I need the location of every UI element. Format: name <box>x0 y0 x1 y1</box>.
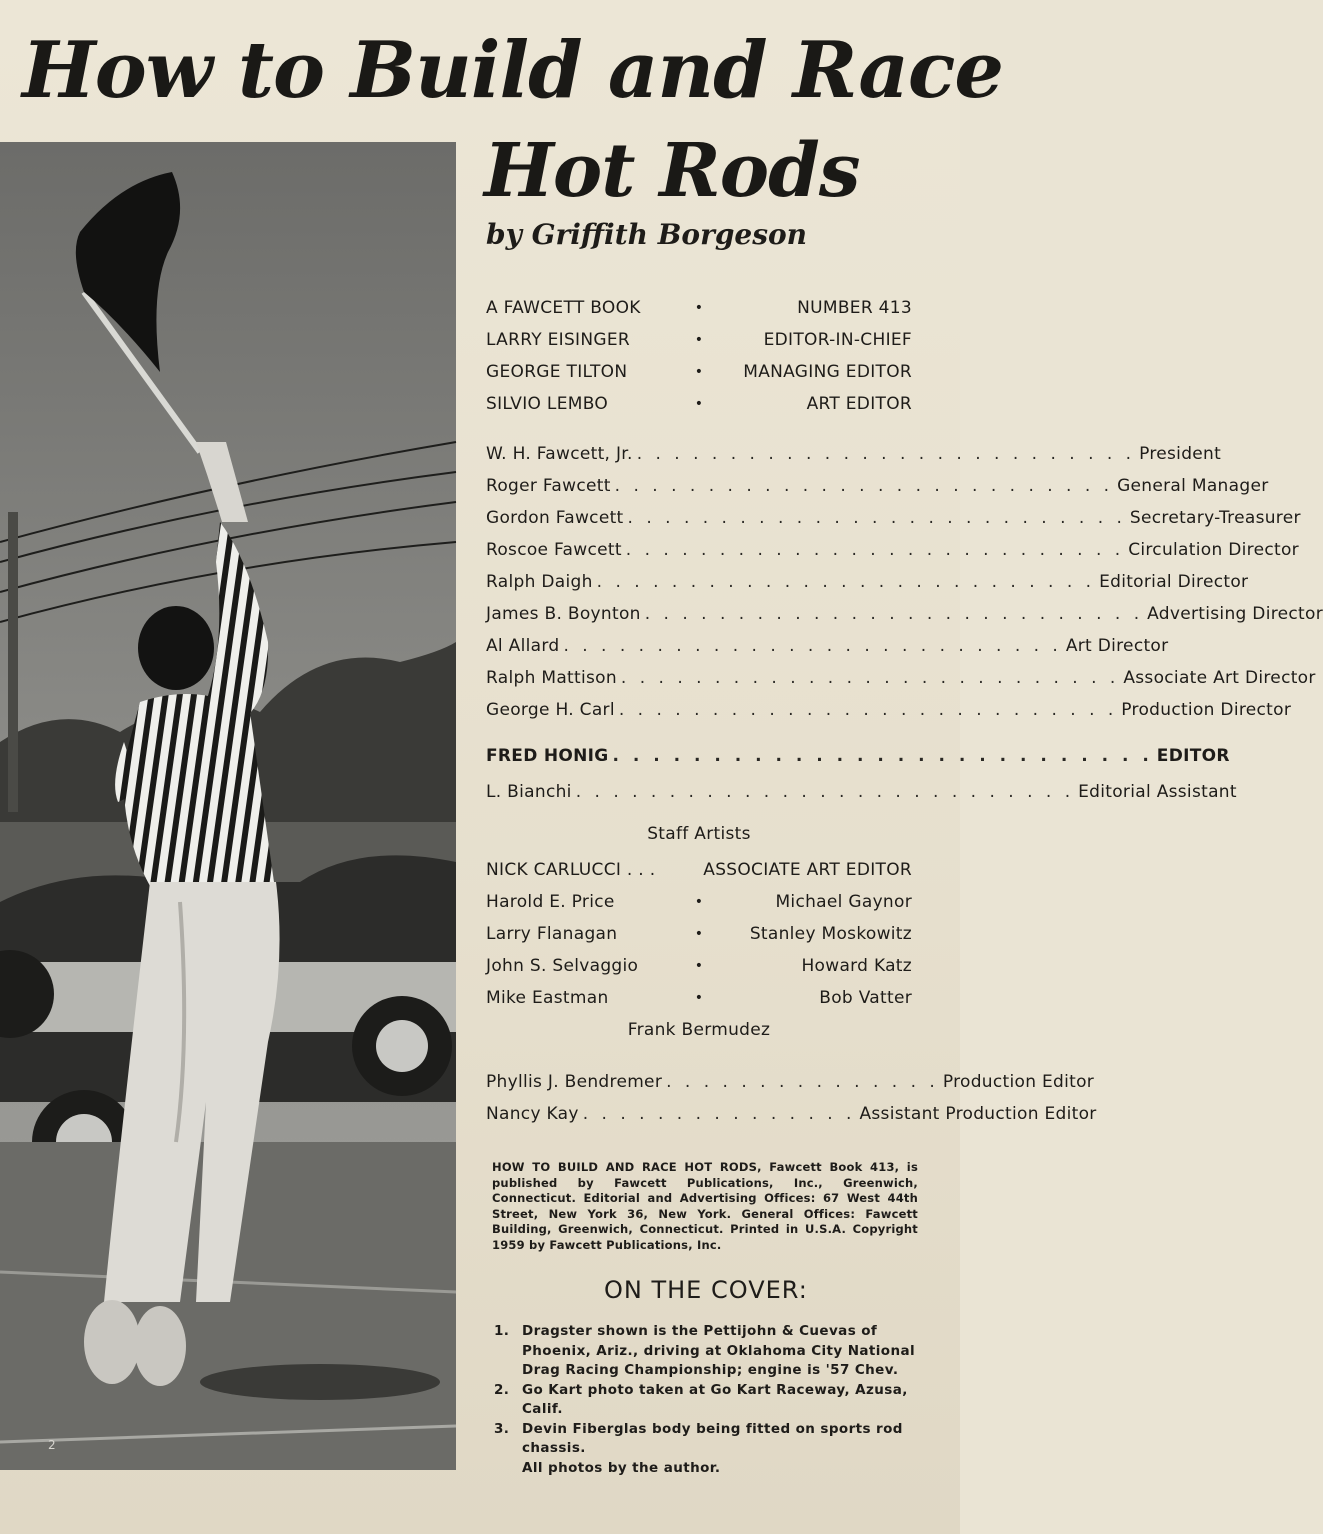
artist-last: Frank Bermudez <box>627 1020 771 1040</box>
officer-row <box>486 694 1292 726</box>
officer-row <box>486 662 1316 694</box>
officer-name: Roger Fawcett <box>486 476 611 496</box>
publication-notice: HOW TO BUILD AND RACE HOT RODS, Fawcett Book 413, is published by Fawcett Publications, Inc., Greenwich, Connecticut. Editorial and Advertising Offices: 67 West 44th Street, New York 36, New York. General Offices: Fawcett Building, Greenwich, Connecticut. Printed in U.S.A. Copyright 1959 by Fawcett Publications, Inc. <box>492 1160 918 1252</box>
artist-right: Howard Katz <box>801 956 912 976</box>
book-title-line-2: Hot Rods <box>484 128 860 214</box>
assistant-name: L. Bianchi <box>486 782 572 802</box>
leader-dots: . . . . . . . . . . . . . . . . . . . . . . . . . . . <box>627 508 1126 528</box>
production-block <box>486 1066 1097 1130</box>
officer-role: Circulation Director <box>1128 540 1299 560</box>
officer-role: Production Director <box>1121 700 1292 720</box>
officer-name: James B. Boynton <box>486 604 641 624</box>
assistant-row <box>486 776 1237 808</box>
photo-credit: All photos by the author. <box>522 1459 721 1476</box>
editor-name: FRED HONIG <box>486 746 609 766</box>
officer-role: Associate Art Director <box>1123 668 1316 688</box>
page-number: 2 <box>48 1438 56 1452</box>
editor-role: EDITOR <box>1156 746 1230 766</box>
leader-dots: . . . . . . . . . . . . . . . <box>666 1072 939 1092</box>
officer-row <box>486 438 1222 470</box>
officer-name: George H. Carl <box>486 700 615 720</box>
officers-list <box>486 438 1323 726</box>
item-text: Go Kart photo taken at Go Kart Raceway, Azusa, Calif. <box>522 1381 908 1417</box>
leader-dots: . . . . . . . . . . . . . . . . . . . . . . . . . . . <box>618 700 1118 720</box>
assoc-art-editor-role: ASSOCIATE ART EDITOR <box>703 860 912 880</box>
production-role: Production Editor <box>942 1072 1095 1092</box>
editor-block <box>486 740 1237 808</box>
officer-row <box>486 566 1249 598</box>
bullet: • <box>694 396 704 412</box>
production-row <box>486 1098 1097 1130</box>
production-name: Phyllis J. Bendremer <box>486 1072 663 1092</box>
leader-dots: . . . . . . . . . . . . . . . . . . . . . . . . . . . <box>625 540 1125 560</box>
staff-artists-heading: Staff Artists <box>647 824 751 844</box>
leader-dots: . . . . . . . . . . . . . . . . . . . . . . . . . . . <box>614 476 1114 496</box>
officer-name: Al Allard <box>486 636 560 656</box>
artist-left: Larry Flanagan <box>486 924 618 944</box>
item-number: 3. <box>494 1420 510 1437</box>
bullet: • <box>694 332 704 348</box>
cover-heading: ON THE COVER: <box>604 1276 808 1304</box>
assoc-art-editor-row <box>486 854 912 886</box>
artist-right: Bob Vatter <box>819 988 912 1008</box>
officer-row <box>486 630 1169 662</box>
book-title-line-1: How to Build and Race <box>22 25 1004 116</box>
production-row <box>486 1066 1095 1098</box>
cover-notes-list <box>494 1322 924 1478</box>
artist-left: Harold E. Price <box>486 892 615 912</box>
production-name: Nancy Kay <box>486 1104 579 1124</box>
item-text: Dragster shown is the Pettijohn & Cuevas of Phoenix, Ariz., driving at Oklahoma City National Drag Racing Championship; engine is '57 Chev. <box>522 1323 916 1378</box>
artist-right: Stanley Moskowitz <box>749 924 912 944</box>
artist-row <box>486 886 912 918</box>
list-item <box>494 1322 924 1381</box>
officer-row <box>486 502 1301 534</box>
staff-role: ART EDITOR <box>806 394 912 414</box>
officer-role: Secretary-Treasurer <box>1129 508 1301 528</box>
artist-left: Mike Eastman <box>486 988 609 1008</box>
officer-name: Ralph Mattison <box>486 668 617 688</box>
staff-row <box>486 292 912 324</box>
bullet: • <box>694 990 704 1006</box>
staff-row <box>486 356 912 388</box>
list-item <box>494 1420 924 1459</box>
leader-dots: . . . . . . . . . . . . . . . . . . . . . . . . . . . <box>563 636 1062 656</box>
leader-dots: . . . . . . . . . . . . . . . . . . . . . . . . . . . <box>596 572 1096 592</box>
leader-dots: . . . . . . . . . . . . . . . . . . . . . . . . . . . <box>644 604 1144 624</box>
leader-dots: . . . . . . . . . . . . . . . . . . . . . . . . . . . <box>575 782 1075 802</box>
item-number: 1. <box>494 1323 510 1339</box>
leader-dots: . . . . . . . . . . . . . . . . . . . . . . . . . . . <box>636 444 1136 464</box>
staff-name: A FAWCETT BOOK <box>486 298 641 318</box>
top-staff-list <box>486 292 912 420</box>
artist-right: Michael Gaynor <box>775 892 912 912</box>
bullet: • <box>694 364 704 380</box>
bullet: • <box>694 894 704 910</box>
assoc-art-editor-name: NICK CARLUCCI . . . <box>486 860 656 880</box>
leader-dots: . . . . . . . . . . . . . . . . . . . . . . . . . . . <box>612 746 1153 766</box>
artist-left: John S. Selvaggio <box>486 956 639 976</box>
officer-row <box>486 534 1299 566</box>
item-text: Devin Fiberglas body being fitted on sports rod chassis. <box>522 1420 903 1456</box>
officer-name: W. H. Fawcett, Jr. <box>486 444 633 464</box>
list-item <box>494 1381 924 1420</box>
staff-role: EDITOR-IN-CHIEF <box>763 330 912 350</box>
assistant-role: Editorial Assistant <box>1078 782 1237 802</box>
staff-role: MANAGING EDITOR <box>743 362 912 382</box>
editor-row <box>486 740 1230 772</box>
staff-row <box>486 324 912 356</box>
officer-name: Ralph Daigh <box>486 572 593 592</box>
staff-role: NUMBER 413 <box>797 298 912 318</box>
artist-row <box>486 918 912 950</box>
officer-row <box>486 470 1269 502</box>
bullet: • <box>694 958 704 974</box>
officer-role: President <box>1139 444 1222 464</box>
officer-role: General Manager <box>1117 476 1269 496</box>
officer-role: Advertising Director <box>1147 604 1323 624</box>
staff-name: GEORGE TILTON <box>486 362 628 382</box>
flagman-photo <box>0 142 456 1470</box>
artist-row <box>486 982 912 1014</box>
bullet: • <box>694 926 704 942</box>
officer-role: Art Director <box>1065 636 1169 656</box>
leader-dots: . . . . . . . . . . . . . . . . . . . . . . . . . . . <box>620 668 1120 688</box>
officer-name: Gordon Fawcett <box>486 508 624 528</box>
bullet: • <box>694 300 704 316</box>
staff-row <box>486 388 912 420</box>
production-role: Assistant Production Editor <box>859 1104 1097 1124</box>
officer-row <box>486 598 1323 630</box>
leader-dots: . . . . . . . . . . . . . . . <box>582 1104 856 1124</box>
item-number: 2. <box>494 1381 510 1398</box>
staff-name: LARRY EISINGER <box>486 330 631 350</box>
artist-row <box>486 950 912 982</box>
staff-artists-block <box>486 818 912 1046</box>
staff-name: SILVIO LEMBO <box>486 394 609 414</box>
officer-role: Editorial Director <box>1099 572 1249 592</box>
author-byline: by Griffith Borgeson <box>486 218 808 251</box>
officer-name: Roscoe Fawcett <box>486 540 622 560</box>
